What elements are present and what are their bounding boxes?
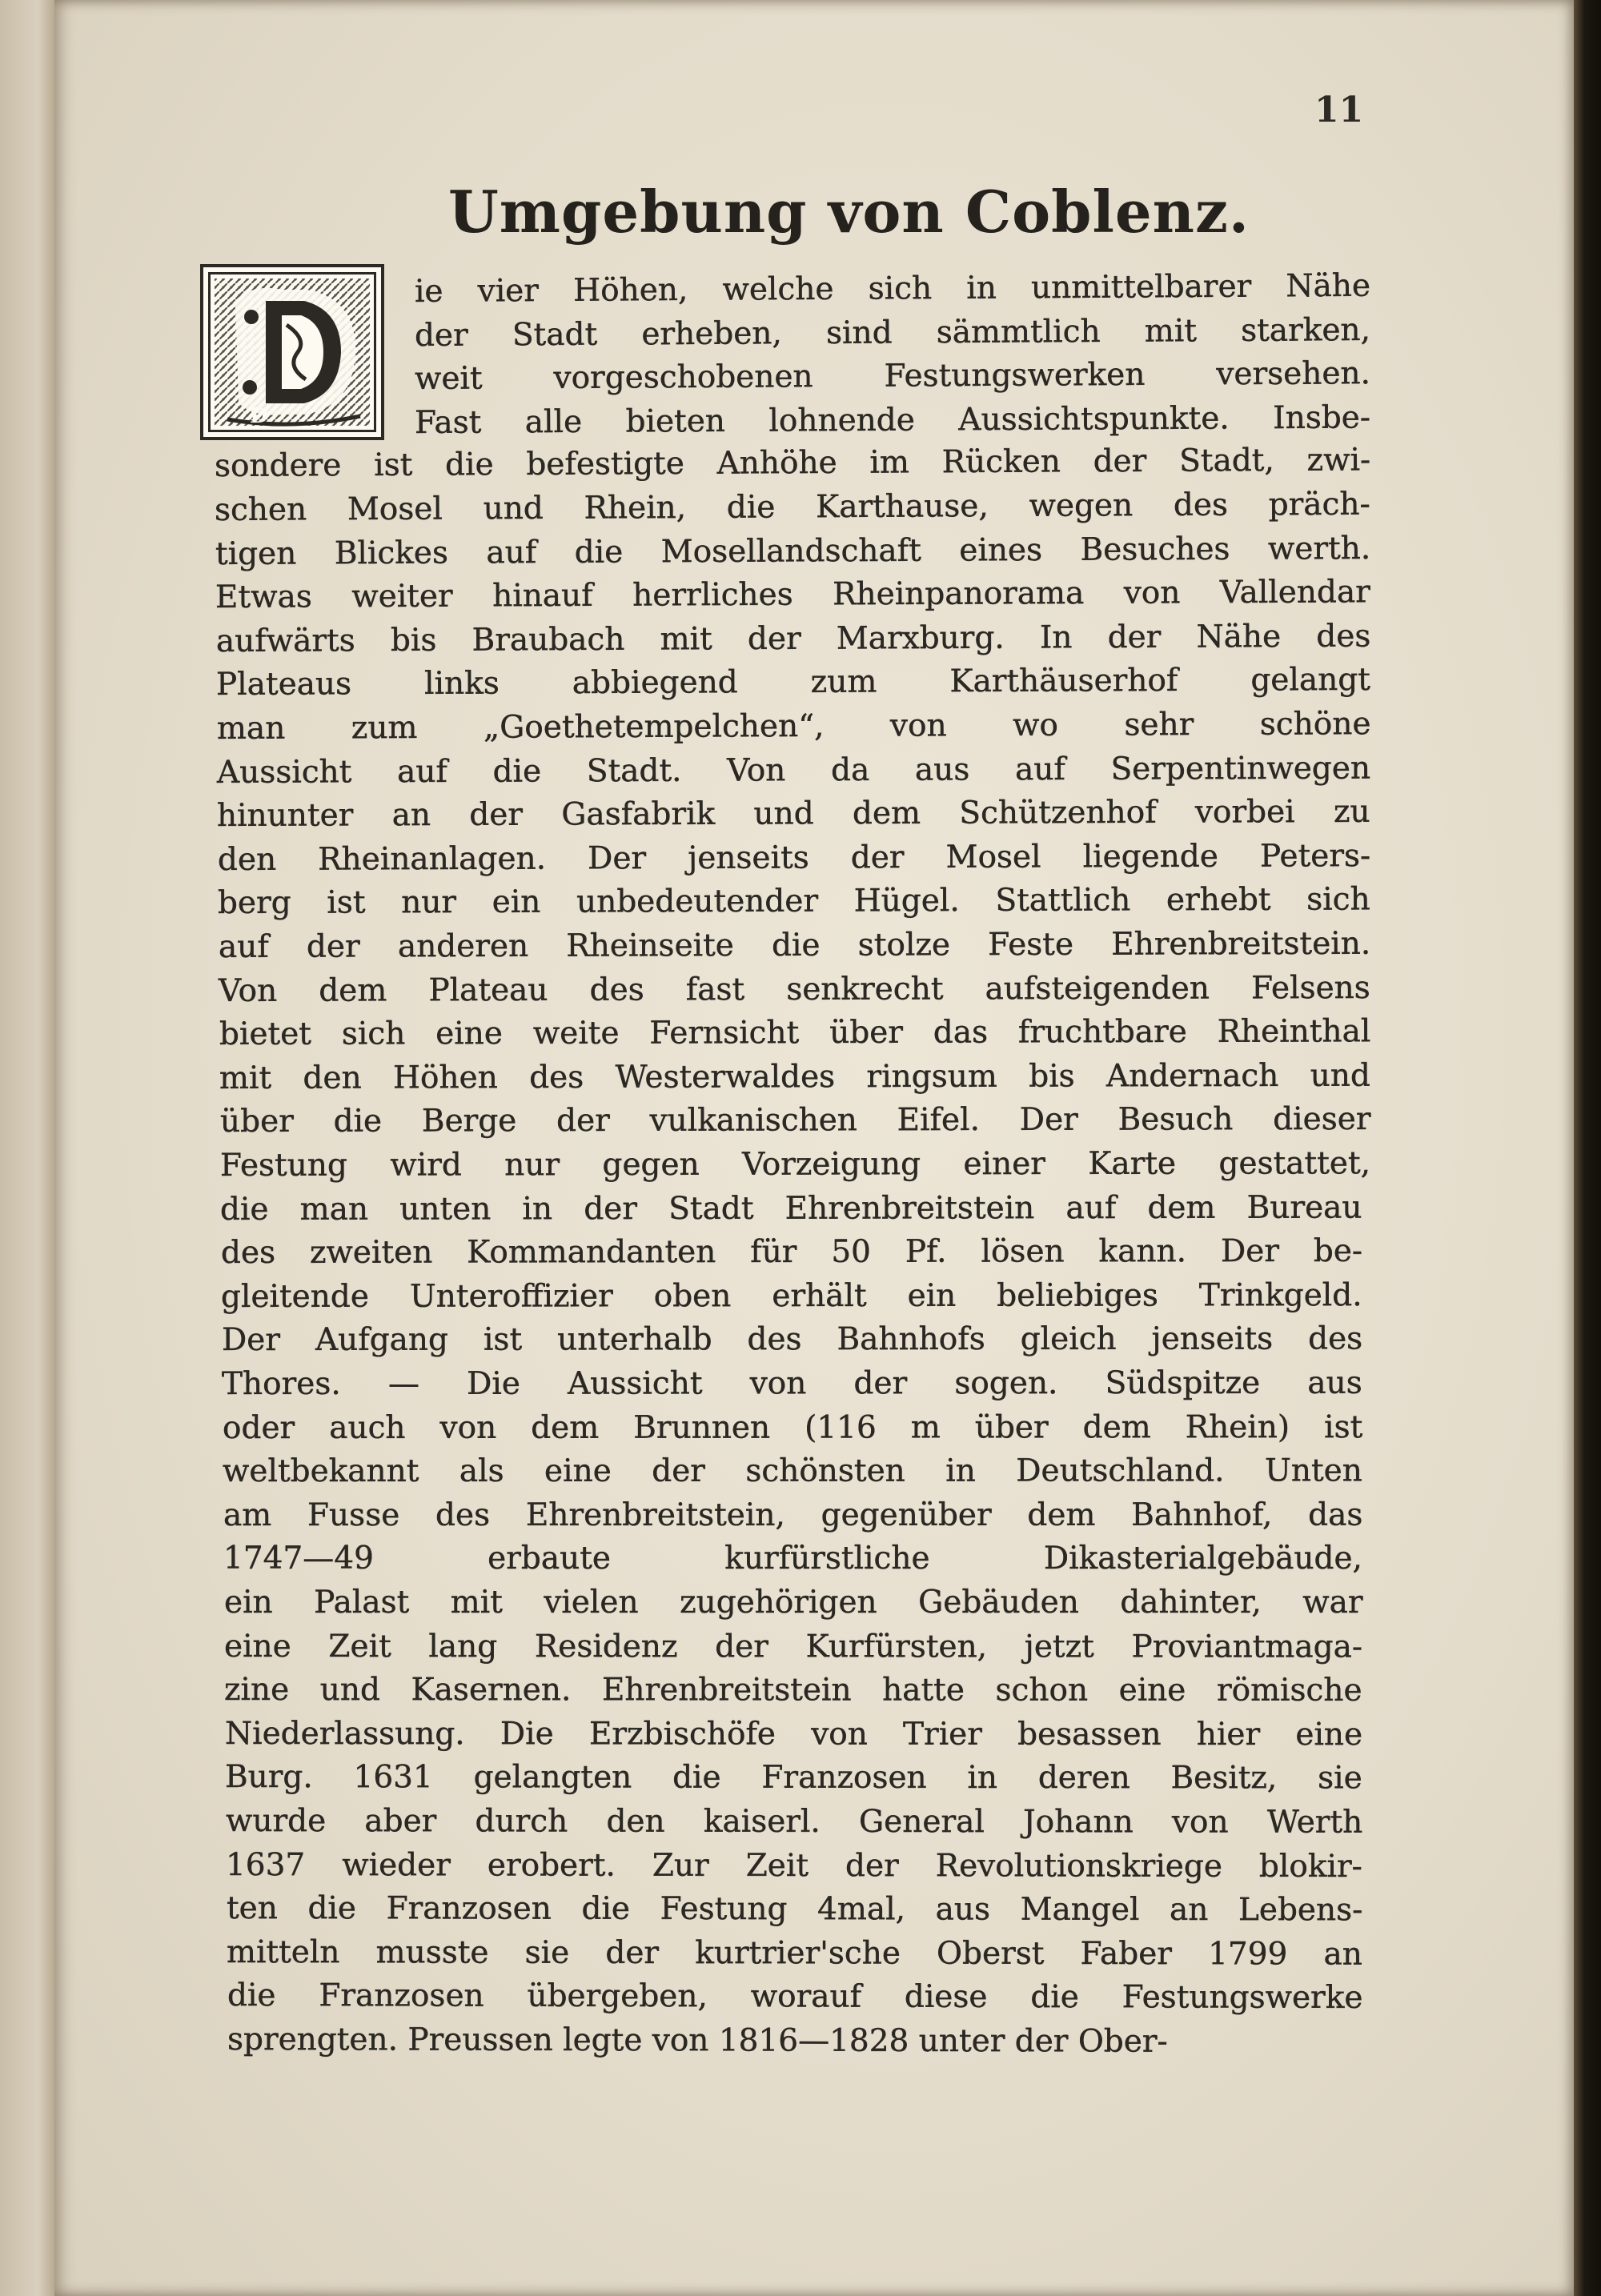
ornament-icon	[203, 267, 381, 437]
text-line: die Franzosen übergeben, worauf diese die Festungswerke	[227, 1977, 1363, 2017]
text-line: des zweiten Kommandanten für 50 Pf. lösen kann. Der be-	[220, 1233, 1363, 1272]
text-line: Burg. 1631 gelangten die Franzosen in deren Besitz, sie	[225, 1759, 1363, 1797]
text-line: Fast alle bieten lohnende Aussichtspunkte. Insbe-	[414, 399, 1371, 441]
text-line: weit vorgeschobenen Festungswerken versehen.	[414, 355, 1371, 398]
text-line: eine Zeit lang Residenz der Kurfürsten, jetzt Proviantmaga-	[223, 1628, 1362, 1665]
text-line: schen Mosel und Rhein, die Karthause, wegen des präch-	[215, 486, 1371, 528]
page-number: 11	[1314, 90, 1364, 130]
text-line: Der Aufgang ist unterhalb des Bahnhofs gleich jenseits des	[221, 1320, 1363, 1359]
book-edge	[1574, 0, 1601, 2296]
text-line: sprengten. Preussen legte von 1816—1828 unter der Ober-	[227, 2022, 1168, 2060]
text-line: ten die Franzosen die Festung 4mal, aus Mangel an Lebens-	[226, 1890, 1363, 1929]
text-line: die man unten in der Stadt Ehrenbreitstein auf dem Bureau	[220, 1189, 1363, 1228]
page-title: Umgebung von Coblenz.	[448, 178, 1250, 246]
text-line: wurde aber durch den kaiserl. General Johann von Werth	[225, 1803, 1363, 1841]
text-line: hinunter an der Gasfabrik und dem Schützenhof vorbei zu	[217, 794, 1371, 835]
text-line: 1637 wieder erobert. Zur Zeit der Revolutionskriege blokir-	[226, 1846, 1363, 1885]
text-line: sondere ist die befestigte Anhöhe im Rücken der Stadt, zwi-	[214, 442, 1371, 485]
text-line: Von dem Plateau des fast senkrecht aufsteigenden Felsens	[219, 969, 1371, 1009]
initial-letter: D	[250, 404, 268, 428]
text-line: berg ist nur ein unbedeutender Hügel. Stattlich erhebt sich	[218, 881, 1371, 922]
text-line: der Stadt erheben, sind sämmtlich mit starken,	[414, 311, 1371, 354]
text-line: am Fusse des Ehrenbreitstein, gegenüber dem Bahnhof, das	[223, 1497, 1362, 1533]
text-line: ie vier Höhen, welche sich in unmittelbarer Nähe	[414, 267, 1371, 310]
text-line: bietet sich eine weite Fernsicht über das fruchtbare Rheinthal	[219, 1013, 1371, 1053]
text-line: mit den Höhen des Westerwaldes ringsum bis Andernach und	[219, 1057, 1371, 1096]
text-line: Thores. — Die Aussicht von der sogen. Südspitze aus	[222, 1364, 1363, 1402]
text-line: auf der anderen Rheinseite die stolze Feste Ehrenbreitstein.	[218, 925, 1371, 965]
text-line: man zum „Goethetempelchen“, von wo sehr schöne	[216, 706, 1371, 747]
text-line: gleitende Unteroffizier oben erhält ein beliebiges Trinkgeld.	[221, 1276, 1363, 1315]
text-line: den Rheinanlagen. Der jenseits der Mosel liegende Peters-	[217, 837, 1371, 878]
text-line: zine und Kasernen. Ehrenbreitstein hatte schon eine römische	[224, 1672, 1362, 1709]
text-line: über die Berge der vulkanischen Eifel. Der Besuch dieser	[219, 1101, 1371, 1140]
text-line: Aussicht auf die Stadt. Von da aus auf Serpentinwegen	[216, 750, 1371, 791]
decorative-initial	[200, 264, 384, 440]
text-line: 1747—49 erbaute kurfürstliche Dikasterialgebäude,	[223, 1541, 1362, 1577]
text-line: mitteln musste sie der kurtrier'sche Oberst Faber 1799 an	[227, 1933, 1363, 1973]
text-line: Niederlassung. Die Erzbischöfe von Trier besassen hier eine	[224, 1715, 1363, 1753]
text-line: ein Palast mit vielen zugehörigen Gebäuden dahinter, war	[223, 1585, 1363, 1621]
text-line: aufwärts bis Braubach mit der Marxburg. In der Nähe des	[215, 618, 1371, 659]
text-line: weltbekannt als eine der schönsten in Deutschland. Unten	[223, 1453, 1362, 1490]
text-line: Plateaus links abbiegend zum Karthäuserhof gelangt	[215, 662, 1371, 703]
text-line: tigen Blickes auf die Mosellandschaft eines Besuches werth.	[215, 530, 1371, 572]
left-page-margin	[0, 0, 54, 2296]
text-line: Etwas weiter hinauf herrliches Rheinpanorama von Vallendar	[215, 574, 1371, 616]
text-line: Festung wird nur gegen Vorzeigung einer Karte gestattet,	[219, 1145, 1371, 1184]
text-line: oder auch von dem Brunnen (116 m über dem Rhein) ist	[222, 1408, 1362, 1446]
